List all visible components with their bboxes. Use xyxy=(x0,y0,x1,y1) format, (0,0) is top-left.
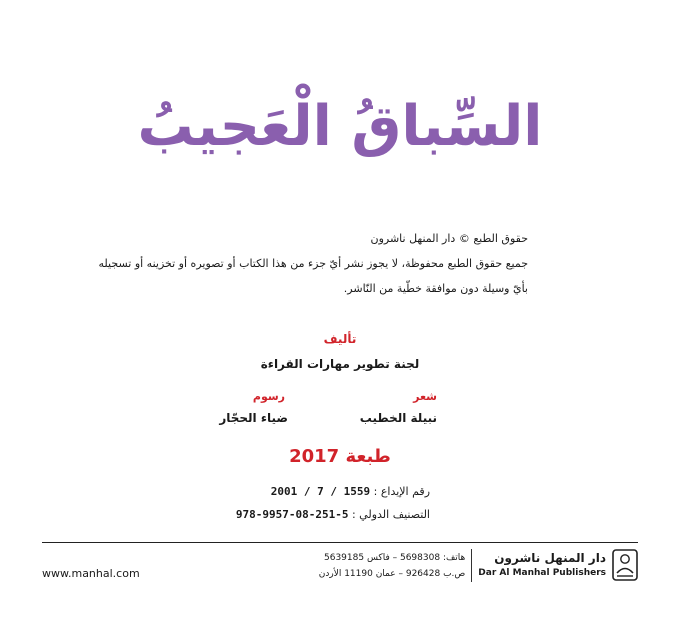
author-name: لجنة تطوير مهارات القراءة xyxy=(260,357,420,371)
book-title: السِّباقُ الْعَجيبُ xyxy=(137,94,543,159)
copyright-line: حقوق الطبع © دار المنهل ناشرون xyxy=(370,232,528,245)
publisher-logo-icon xyxy=(612,549,638,581)
publisher-block xyxy=(319,549,638,583)
illustrations-label: رسوم xyxy=(252,390,285,403)
publisher-name-english: Dar Al Manhal Publishers xyxy=(478,568,606,578)
publisher-contact xyxy=(319,549,473,582)
isbn-label: التصنيف الدولي : xyxy=(351,508,430,521)
deposit-number-row xyxy=(265,485,430,498)
publisher-name-arabic: دار المنهل ناشرون xyxy=(494,551,606,565)
rights-reserved-line: جميع حقوق الطبع محفوظة، لا يجوز نشر أيّ جزء من هذا الكتاب أو تصويره أو تخزينه أو تسجيله xyxy=(98,257,528,270)
contact-po-box: ص.ب 926428 – عمان 11190 الأردن xyxy=(318,569,466,579)
isbn-value: 978-9957-08-251-5 xyxy=(235,508,349,521)
publisher-names xyxy=(478,549,606,580)
illustrator-name: ضياء الحجّار xyxy=(219,411,288,425)
edition-year: طبعة 2017 xyxy=(289,446,391,467)
author-label: تأليف xyxy=(323,332,357,346)
footer-divider xyxy=(42,542,638,543)
deposit-label: رقم الإيداع : xyxy=(373,485,430,498)
contact-phone-fax: هاتف: 5698308 – فاكس 5639185 xyxy=(324,553,466,563)
copyright-notice xyxy=(98,226,528,301)
rights-reserved-line-2: بأيّ وسيلة دون موافقة خطّية من النّاشر. xyxy=(343,282,528,295)
website-link[interactable]: www.manhal.com xyxy=(42,567,140,580)
isbn-row xyxy=(230,508,430,521)
poetry-label: شعر xyxy=(413,390,437,403)
poet-name: نبيلة الخطيب xyxy=(359,411,437,425)
deposit-value: 2001 / 7 / 1559 xyxy=(270,485,371,498)
